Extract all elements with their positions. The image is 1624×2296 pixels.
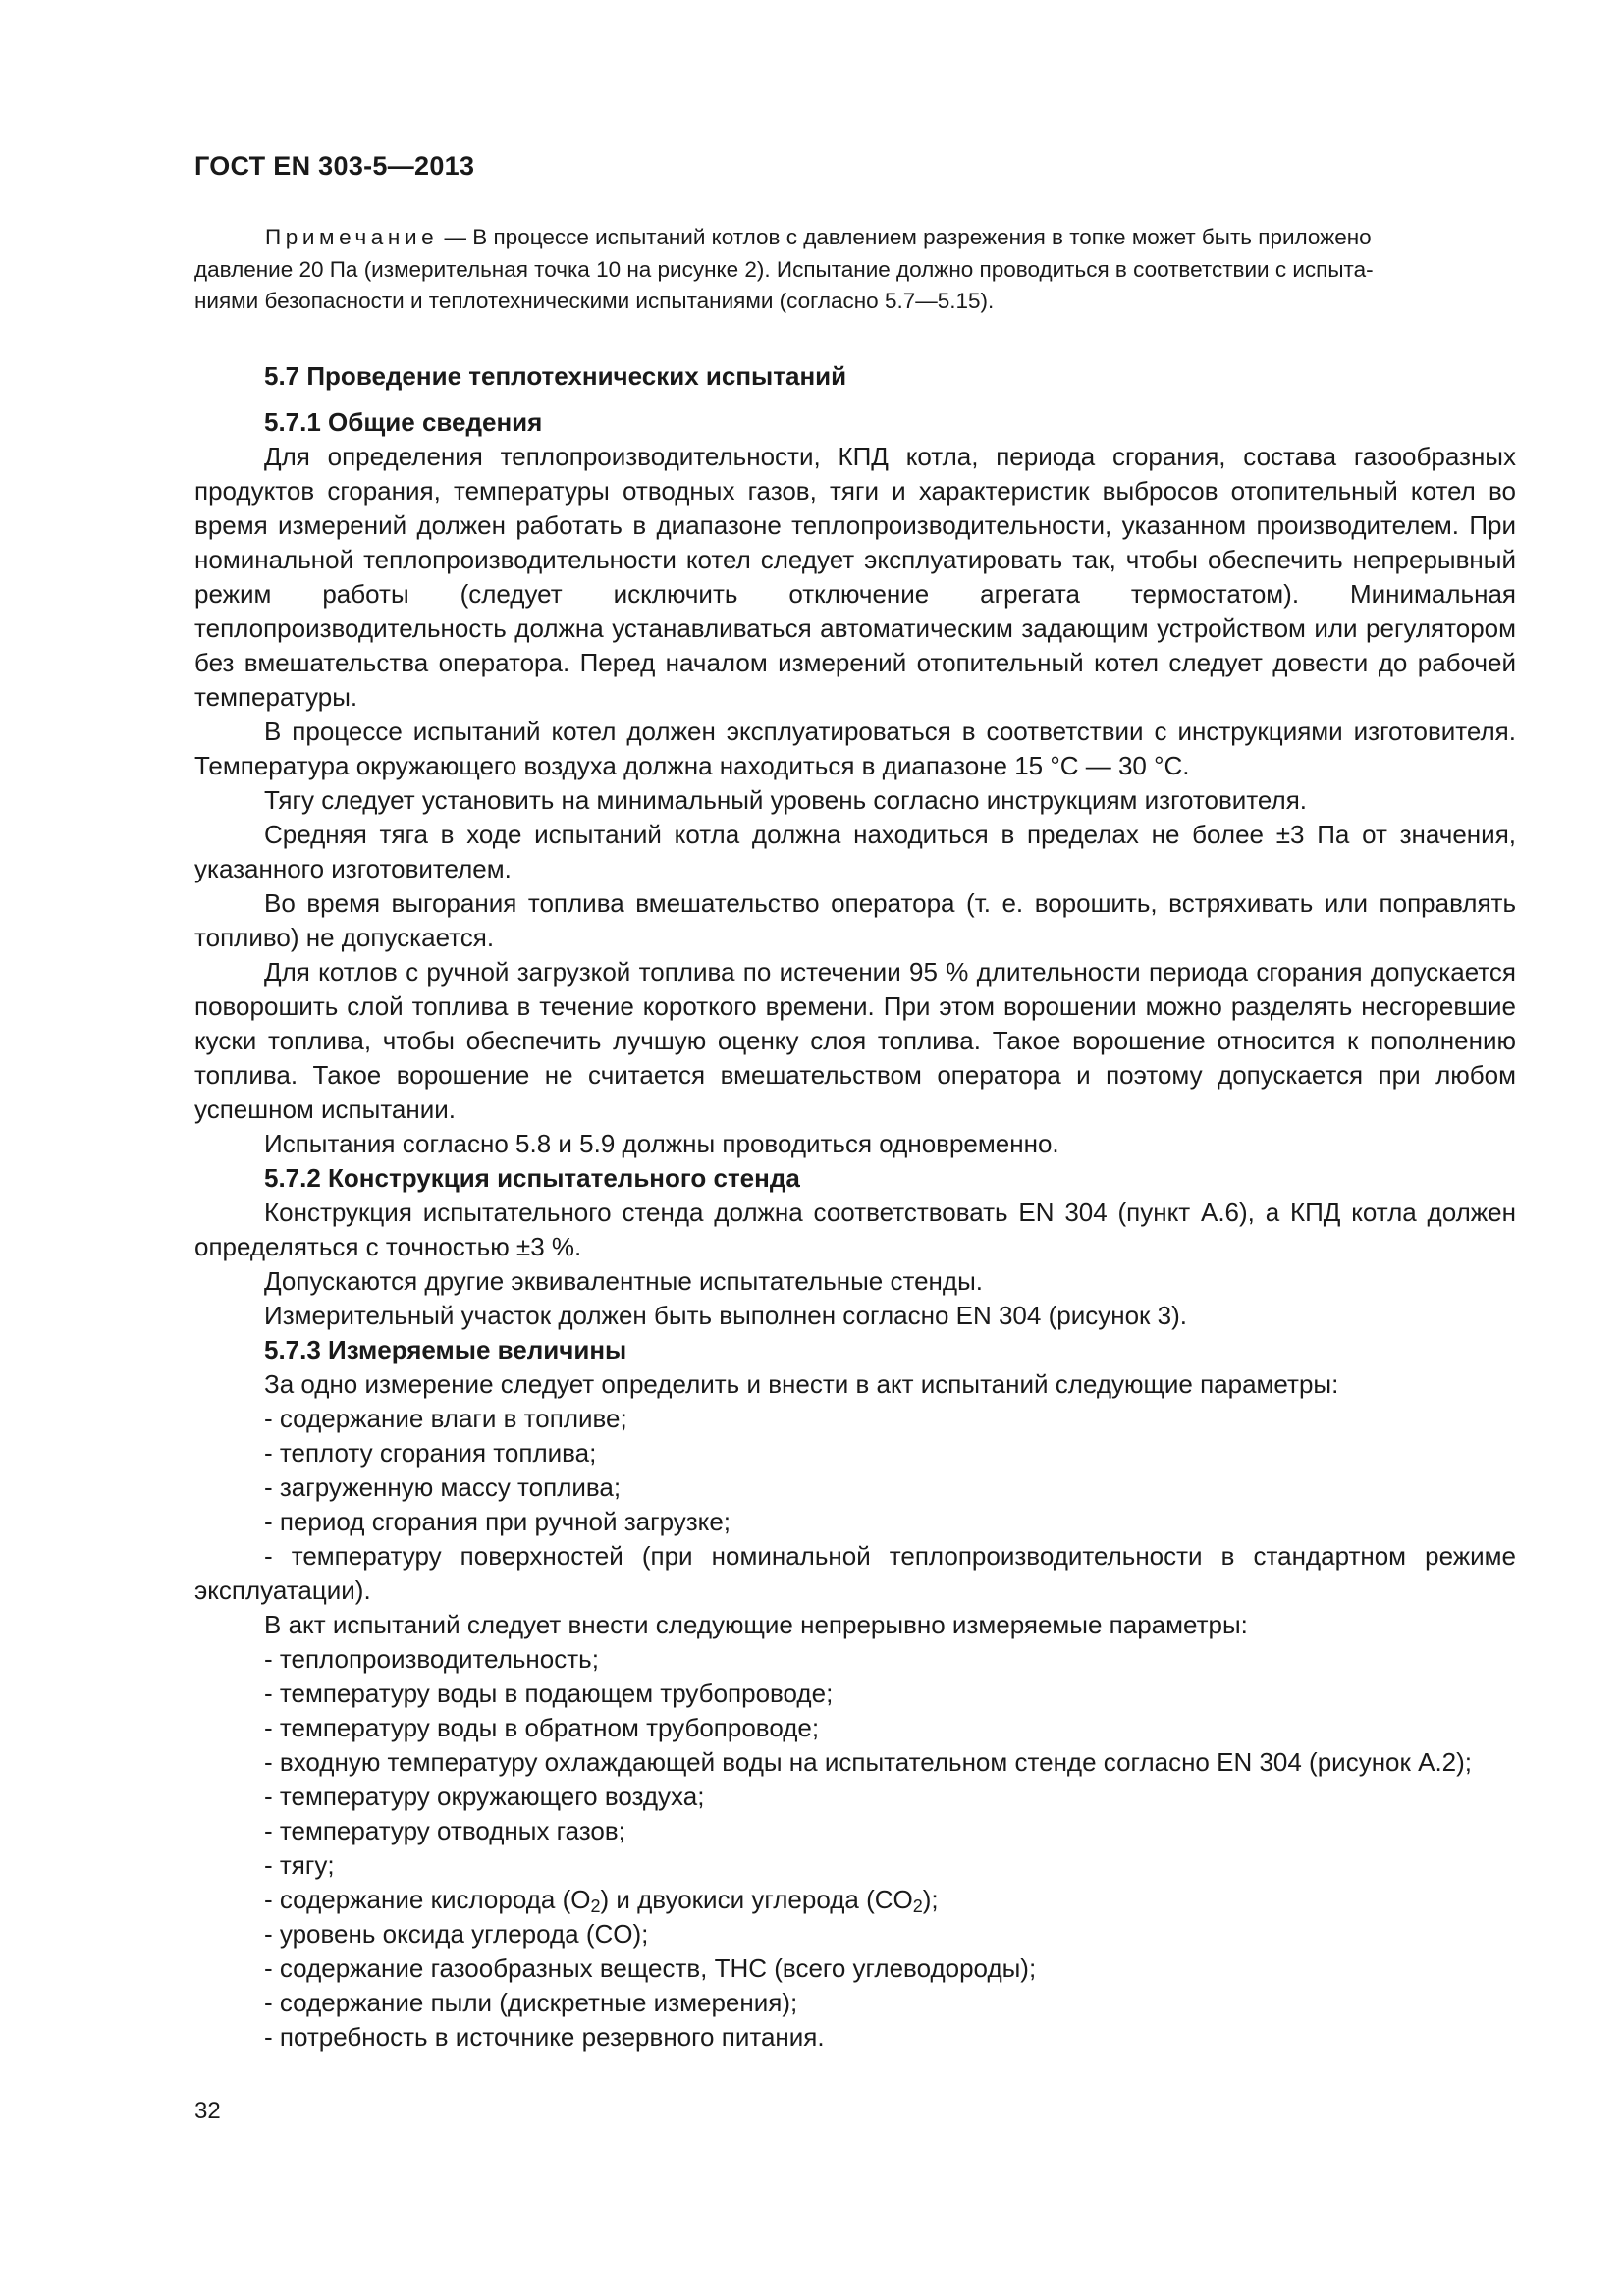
subsection-title-5-7-1: 5.7.1 Общие сведения — [264, 407, 543, 437]
list-item: - содержание влаги в топливе; — [264, 1404, 627, 1433]
oxygen-middle: ) и двуокиси углерода (CO — [600, 1885, 913, 1914]
oxygen-suffix: ); — [922, 1885, 939, 1914]
list-item: - тягу; — [264, 1850, 335, 1880]
oxygen-prefix: - содержание кислорода (O — [264, 1885, 591, 1914]
list-item: - уровень оксида углерода (CO); — [264, 1919, 649, 1949]
note-line-2: давление 20 Па (измерительная точка 10 на рисунке 2). Испытание должно проводиться в соответствии с испыта- — [194, 256, 1374, 282]
paragraph: Для котлов с ручной загрузкой топлива по истечении 95 % длительности периода сгорания допускается поворошить слой топлива в течение короткого времени. При этом ворошении можно разделять несгоревшие куски топлива, чтобы обеспечить лучшую оценку слоя топлива. Такое ворошение относится к пополнению топлива. Такое ворошение не считается вмешательством оператора и поэтому допускается при любом успешном испытании. — [194, 957, 1516, 1124]
page-number: 32 — [194, 2098, 221, 2124]
oxygen-subscript: 2 — [590, 1896, 601, 1916]
note-block — [194, 222, 1516, 318]
paragraph: Конструкция испытательного стенда должна соответствовать EN 304 (пункт А.6), а КПД котла должен определяться с точностью ±3 %. — [194, 1198, 1516, 1261]
list-item: - температуру воды в обратном трубопроводе; — [264, 1713, 820, 1742]
paragraph: За одно измерение следует определить и внести в акт испытаний следующие параметры: — [264, 1369, 1339, 1399]
paragraph: В акт испытаний следует внести следующие непрерывно измеряемые параметры: — [264, 1610, 1248, 1639]
paragraph: Измерительный участок должен быть выполнен согласно EN 304 (рисунок 3). — [264, 1301, 1187, 1330]
subsection-title-5-7-3: 5.7.3 Измеряемые величины — [264, 1335, 627, 1364]
list-item: - период сгорания при ручной загрузке; — [264, 1507, 731, 1536]
note-label: Примечание — [265, 225, 439, 249]
list-item: - теплопроизводительность; — [264, 1644, 599, 1674]
document-header: ГОСТ EN 303-5—2013 — [194, 151, 475, 181]
list-item: - содержание пыли (дискретные измерения); — [264, 1988, 798, 2017]
list-item: - содержание газообразных веществ, THC (всего углеводороды); — [264, 1953, 1037, 1983]
list-item: - температуру окружающего воздуха; — [264, 1782, 705, 1811]
paragraph: Для определения теплопроизводительности, КПД котла, периода сгорания, состава газообразных продуктов сгорания, температуры отводных газов, тяги и характеристик выбросов отопительный котел во время измерений должен работать в диапазоне теплопроизводительности, указанном производителем. При номинальной теплопроизводительности котел следует эксплуатировать так, чтобы обеспечить непрерывный режим работы (следует исключить отключение агрегата термостатом). Минимальная теплопроизводительность должна устанавливаться автоматическим задающим устройством или регулятором без вмешательства оператора. Перед началом измерений отопительный котел следует довести до рабочей температуры. — [194, 442, 1516, 712]
note-text-1: — В процессе испытаний котлов с давлением разрежения в топке может быть приложено — [438, 225, 1372, 249]
section-title-5-7: 5.7 Проведение теплотехнических испытаний — [264, 361, 847, 391]
paragraph: Допускаются другие эквивалентные испытательные стенды. — [264, 1266, 983, 1296]
document-body — [194, 359, 1516, 2055]
co2-subscript: 2 — [912, 1896, 923, 1916]
paragraph: Во время выгорания топлива вмешательство оператора (т. е. ворошить, встряхивать или поправлять топливо) не допускается. — [194, 888, 1516, 952]
list-item: - теплоту сгорания топлива; — [264, 1438, 597, 1468]
paragraph: Тягу следует установить на минимальный уровень согласно инструкциям изготовителя. — [264, 785, 1308, 815]
list-item: - температуру отводных газов; — [264, 1816, 625, 1845]
list-item: - входную температуру охлаждающей воды на испытательном стенде согласно EN 304 (рисунок А.2); — [264, 1747, 1473, 1777]
paragraph: Испытания согласно 5.8 и 5.9 должны проводиться одновременно. — [264, 1129, 1059, 1158]
note-line-1 — [194, 222, 1516, 254]
list-item: - температуру воды в подающем трубопроводе; — [264, 1679, 834, 1708]
paragraph: Средняя тяга в ходе испытаний котла должна находиться в пределах не более ±3 Па от значения, указанного изготовителем. — [194, 820, 1516, 883]
paragraph: В процессе испытаний котел должен эксплуатироваться в соответствии с инструкциями изготовителя. Температура окружающего воздуха должна находиться в диапазоне 15 °С — 30 °С. — [194, 717, 1516, 780]
subsection-title-5-7-2: 5.7.2 Конструкция испытательного стенда — [264, 1163, 800, 1193]
list-item: - температуру поверхностей (при номинальной теплопроизводительности в стандартном режиме эксплуатации). — [194, 1541, 1516, 1605]
note-line-3: ниями безопасности и теплотехническими испытаниями (согласно 5.7—5.15). — [194, 289, 995, 313]
list-item-oxygen — [194, 1883, 1516, 1917]
list-item: - загруженную массу топлива; — [264, 1472, 622, 1502]
list-item: - потребность в источнике резервного питания. — [264, 2022, 825, 2052]
